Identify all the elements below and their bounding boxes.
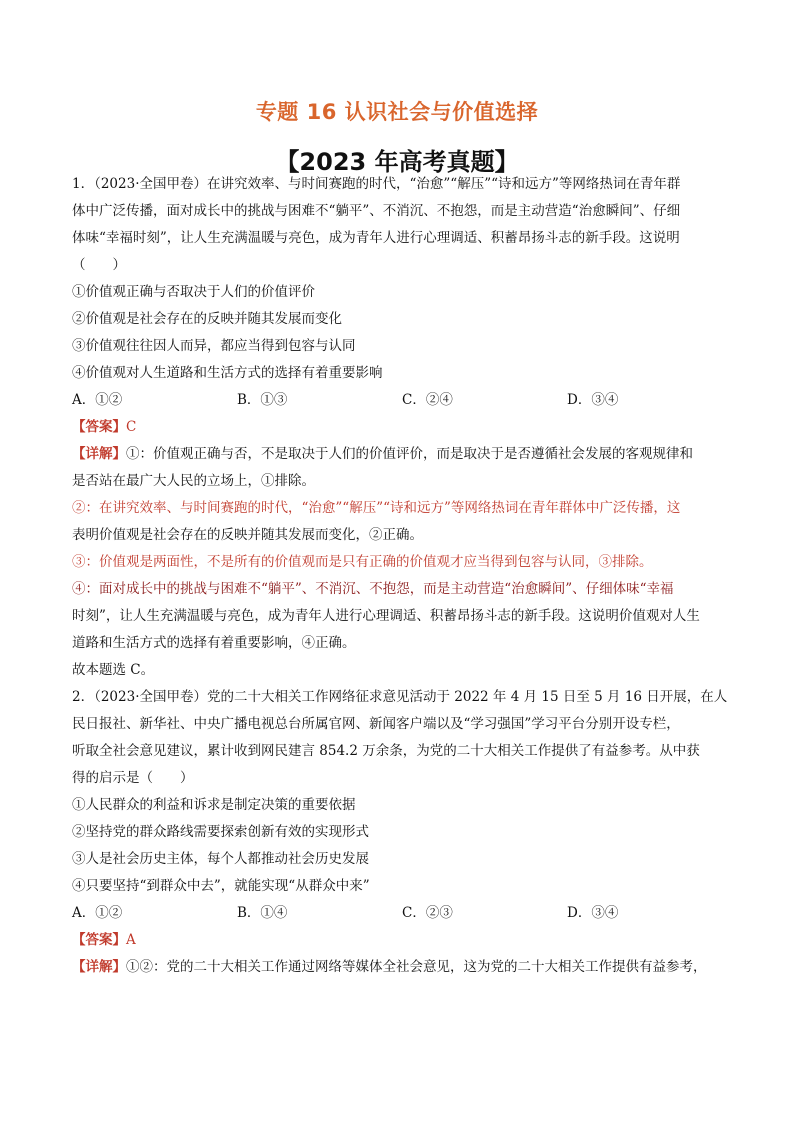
- statement-item: ③人是社会历史主体，每个人都推动社会历史发展: [72, 851, 369, 867]
- answer-label: 【答案】: [72, 419, 126, 435]
- answer-options: [72, 900, 732, 927]
- option-d: D．③④: [567, 392, 619, 408]
- question-stem-line: 民日报社、新华社、中央广播电视总台所属官网、新闻客户端以及“学习强国”学习平台分别开设专栏，: [72, 716, 680, 732]
- document-content: [72, 171, 732, 981]
- question-stem-line: 得的启示是（ ）: [72, 770, 194, 786]
- detail-line: 道路和生活方式的选择有着重要影响，④正确。: [72, 635, 356, 651]
- statement-item: ②价值观是社会存在的反映并随其发展而变化: [72, 311, 342, 327]
- conclusion-line: 故本题选 C。: [72, 662, 155, 678]
- statement-item: ③价值观往往因人而异，都应当得到包容与认同: [72, 338, 356, 354]
- option-d: D．③④: [567, 905, 619, 921]
- statement-item: ④只要坚持“到群众中去”，就能实现“从群众中来”: [72, 878, 370, 894]
- detail-label: 【详解】: [72, 959, 126, 975]
- answer-line: [72, 414, 732, 441]
- answer-value: C: [126, 419, 137, 435]
- answer-options: [72, 387, 732, 414]
- question-stem-line: 体中广泛传播，面对成长中的挑战与困难不“躺平”、不消沉、不抱怨，而是主动营造“治愈瞬间”、仔细: [72, 203, 681, 219]
- option-a: A．①②: [72, 392, 123, 408]
- question-2: [72, 684, 732, 981]
- option-c: C．②④: [402, 392, 453, 408]
- detail-line: [72, 954, 732, 981]
- question-stem-line: 1．（2023·全国甲卷）在讲究效率、与时间赛跑的时代，“治愈”“解压”“诗和远方”等网络热词在青年群: [72, 176, 681, 192]
- detail-text: ①②：党的二十大相关工作通过网络等媒体全社会意见，这为党的二十大相关工作提供有益参考，: [126, 959, 707, 975]
- option-a: A．①②: [72, 905, 123, 921]
- detail-line: ②：在讲究效率、与时间赛跑的时代，“治愈”“解压”“诗和远方”等网络热词在青年群体中广泛传播，这: [72, 500, 681, 516]
- statement-item: ①价值观正确与否取决于人们的价值评价: [72, 284, 315, 300]
- detail-line: 表明价值观是社会存在的反映并随其发展而变化，②正确。: [72, 527, 423, 543]
- question-stem-line: 体味“幸福时刻”，让人生充满温暖与亮色，成为青年人进行心理调适、积蓄昂扬斗志的新手段。这说明: [72, 230, 680, 246]
- detail-text: ①：价值观正确与否，不是取决于人们的价值评价，而是取决于是否遵循社会发展的客观规律和: [126, 446, 693, 462]
- option-b: B．①④: [237, 905, 288, 921]
- option-c: C．②③: [402, 905, 453, 921]
- answer-label: 【答案】: [72, 932, 126, 948]
- detail-line: 是否站在最广大人民的立场上，①排除。: [72, 473, 315, 489]
- statement-item: ①人民群众的利益和诉求是制定决策的重要依据: [72, 797, 356, 813]
- question-stem-line: （ ）: [72, 257, 126, 273]
- detail-line: [72, 441, 732, 468]
- question-stem-line: 听取全社会意见建议，累计收到网民建言 854.2 万余条，为党的二十大相关工作提供了有益参考。从中获: [72, 743, 700, 759]
- detail-line: ③：价值观是两面性，不是所有的价值观而是只有正确的价值观才应当得到包容与认同，③排除。: [72, 554, 653, 570]
- detail-line: 时刻”，让人生充满温暖与亮色，成为青年人进行心理调适、积蓄昂扬斗志的新手段。这说明价值观对人生: [72, 608, 700, 624]
- question-stem-line: 2．（2023·全国甲卷）党的二十大相关工作网络征求意见活动于 2022 年 4 月 15 日至 5 月 16 日开展，在人: [72, 689, 728, 705]
- statement-item: ④价值观对人生道路和生活方式的选择有着重要影响: [72, 365, 383, 381]
- answer-value: A: [126, 932, 136, 948]
- page-subtitle: 【2023 年高考真题】: [275, 148, 519, 176]
- statement-item: ②坚持党的群众路线需要探索创新有效的实现形式: [72, 824, 369, 840]
- answer-line: [72, 927, 732, 954]
- detail-line: ④：面对成长中的挑战与困难不“躺平”、不消沉、不抱怨，而是主动营造“治愈瞬间”、仔细体味“幸福: [72, 581, 674, 597]
- question-1: [72, 171, 732, 684]
- option-b: B．①③: [237, 392, 288, 408]
- page-title: 专题 16 认识社会与价值选择: [255, 100, 539, 124]
- detail-label: 【详解】: [72, 446, 126, 462]
